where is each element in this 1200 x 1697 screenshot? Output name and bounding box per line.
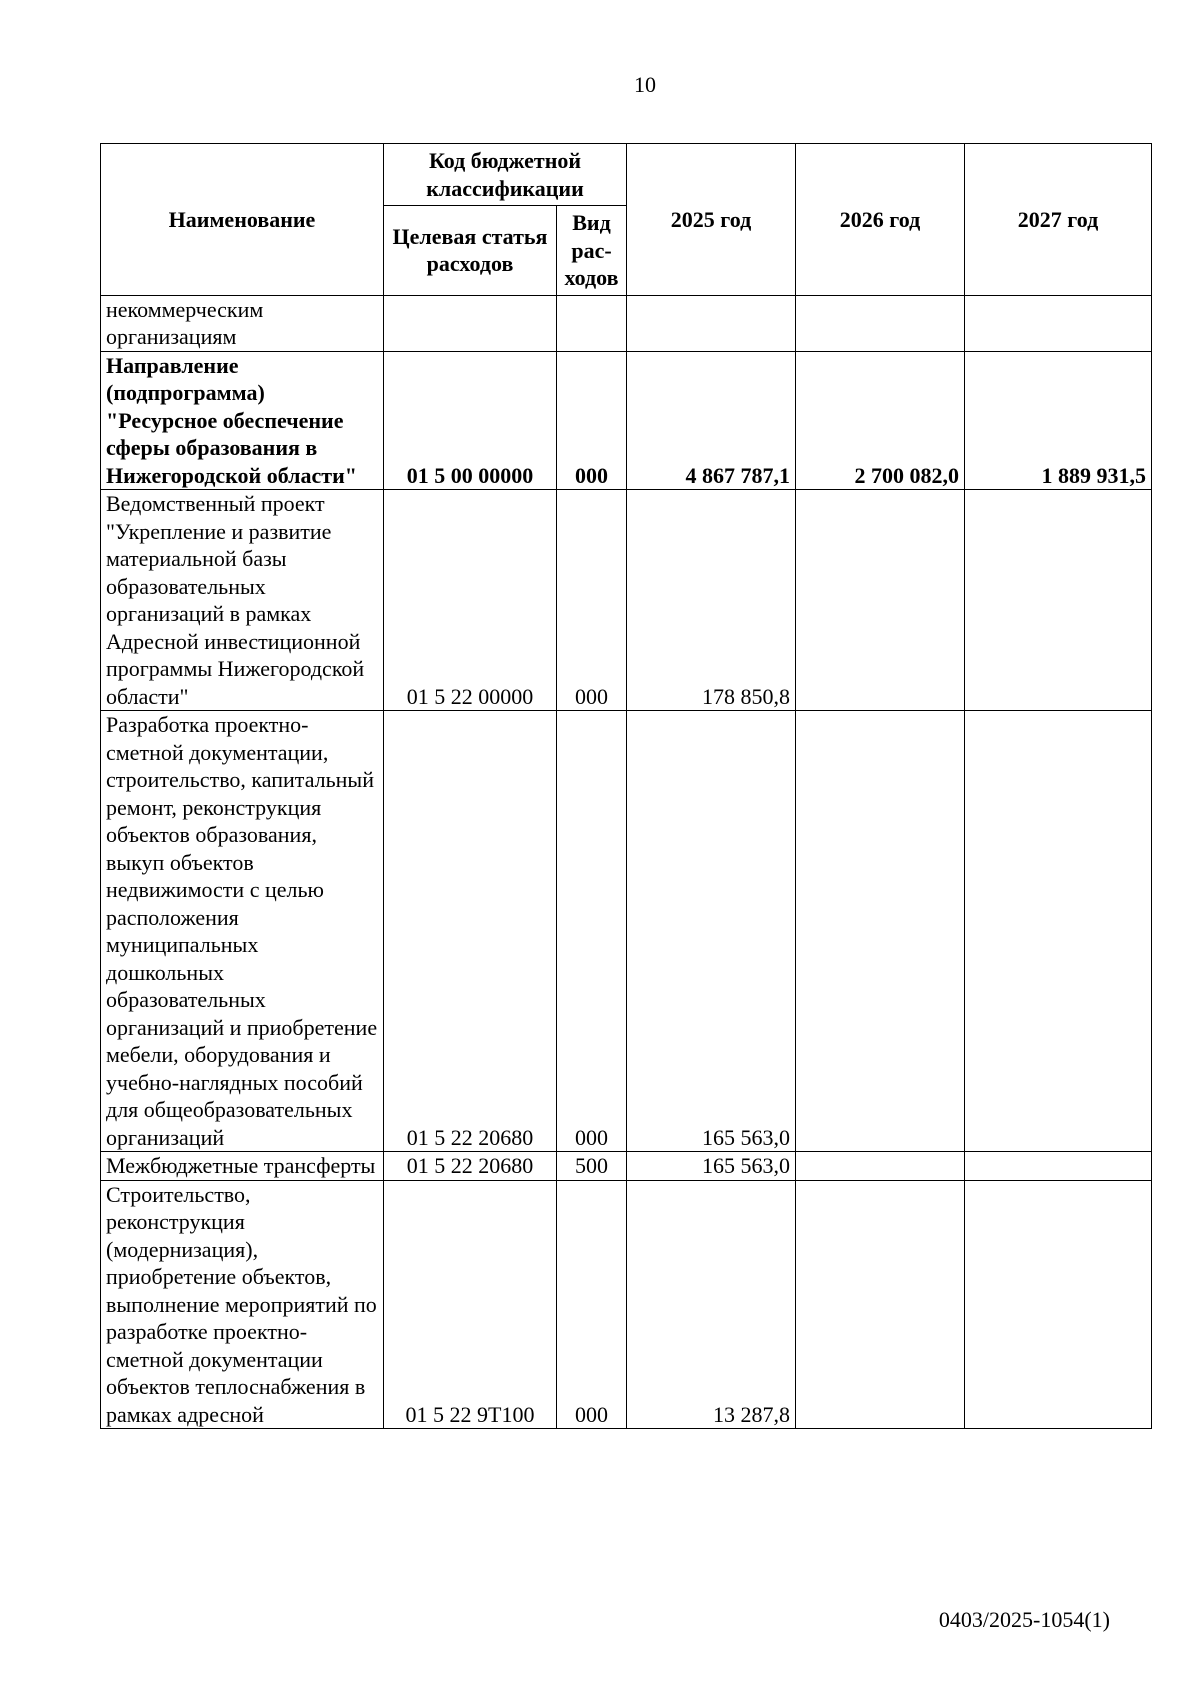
row-expense-type: 000 <box>557 351 627 490</box>
row-expense-type: 000 <box>557 490 627 711</box>
table-row <box>101 295 1152 351</box>
row-target-article: 01 5 00 00000 <box>384 351 557 490</box>
row-value-2025: 13 287,8 <box>627 1180 796 1429</box>
header-expense-type: Вид рас-ходов <box>557 206 627 296</box>
row-expense-type <box>557 295 627 351</box>
table-row <box>101 711 1152 1152</box>
row-target-article: 01 5 22 20680 <box>384 711 557 1152</box>
header-name: Наименование <box>101 144 384 296</box>
row-name: Ведомственный проект "Укрепление и развитие материальной базы образовательных организаций в рамках Адресной инвестиционной программы Нижегородской области" <box>101 490 384 711</box>
row-value-2026 <box>796 1180 965 1429</box>
row-expense-type: 000 <box>557 1180 627 1429</box>
row-name: некоммерческим организациям <box>101 295 384 351</box>
row-value-2025: 165 563,0 <box>627 711 796 1152</box>
row-target-article: 01 5 22 20680 <box>384 1152 557 1181</box>
row-target-article: 01 5 22 00000 <box>384 490 557 711</box>
row-value-2027 <box>965 711 1152 1152</box>
row-value-2027: 1 889 931,5 <box>965 351 1152 490</box>
header-2026: 2026 год <box>796 144 965 296</box>
row-expense-type: 000 <box>557 711 627 1152</box>
document-code: 0403/2025-1054(1) <box>938 1607 1110 1632</box>
row-value-2026: 2 700 082,0 <box>796 351 965 490</box>
row-target-article <box>384 295 557 351</box>
budget-table <box>100 143 1152 1429</box>
row-name: Направление (подпрограмма) "Ресурсное обеспечение сферы образования в Нижегородской области" <box>101 351 384 490</box>
page-number: 10 <box>634 72 656 97</box>
row-expense-type: 500 <box>557 1152 627 1181</box>
row-value-2027 <box>965 1152 1152 1181</box>
row-value-2025: 178 850,8 <box>627 490 796 711</box>
row-value-2027 <box>965 1180 1152 1429</box>
table-row <box>101 1180 1152 1429</box>
row-value-2025: 4 867 787,1 <box>627 351 796 490</box>
row-target-article: 01 5 22 9Т100 <box>384 1180 557 1429</box>
table-row <box>101 351 1152 490</box>
table-row <box>101 1152 1152 1181</box>
row-name: Разработка проектно-сметной документации, строительство, капитальный ремонт, реконструкция объектов образования, выкуп объектов недвижимости с целью расположения муниципальных дошкольных образовательных организаций и приобретение мебели, оборудования и учебно-наглядных пособий для общеобразовательных организаций <box>101 711 384 1152</box>
row-name: Межбюджетные трансферты <box>101 1152 384 1181</box>
header-2025: 2025 год <box>627 144 796 296</box>
row-value-2025: 165 563,0 <box>627 1152 796 1181</box>
row-value-2027 <box>965 490 1152 711</box>
header-2027: 2027 год <box>965 144 1152 296</box>
row-value-2025 <box>627 295 796 351</box>
row-value-2026 <box>796 490 965 711</box>
row-value-2026 <box>796 1152 965 1181</box>
row-value-2026 <box>796 295 965 351</box>
header-code-group: Код бюджетной классификации <box>384 144 627 206</box>
row-value-2026 <box>796 711 965 1152</box>
row-name: Строительство, реконструкция (модернизация), приобретение объектов, выполнение мероприятий по разработке проектно-сметной документации объектов теплоснабжения в рамках адресной <box>101 1180 384 1429</box>
row-value-2027 <box>965 295 1152 351</box>
header-target-article: Целевая статья расходов <box>384 206 557 296</box>
table-row <box>101 490 1152 711</box>
